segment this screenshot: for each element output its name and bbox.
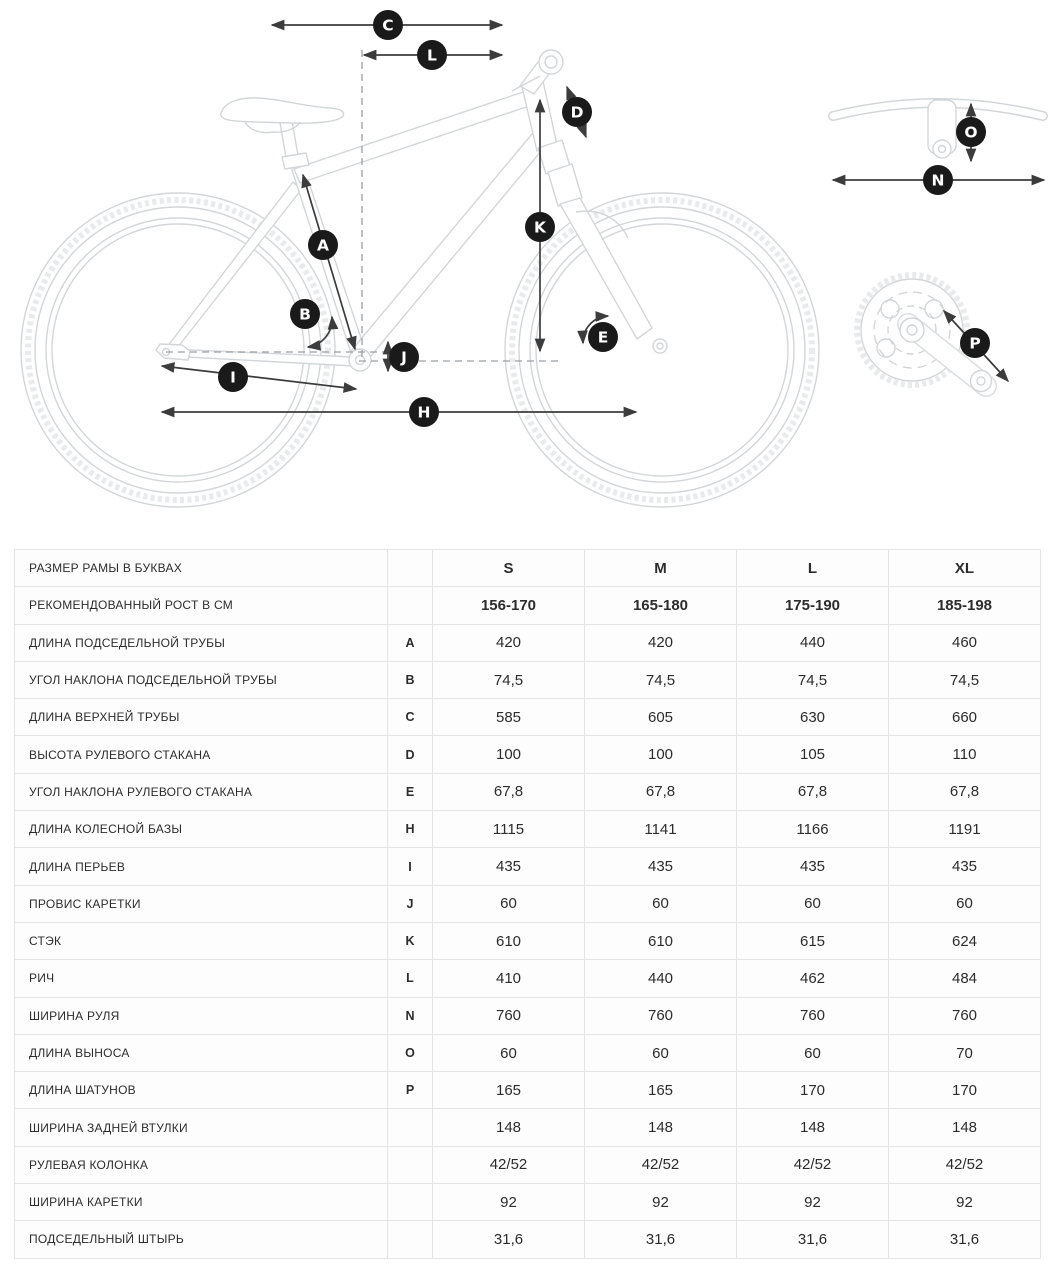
dim-letter-d: D bbox=[570, 103, 584, 122]
handlebar-detail bbox=[833, 100, 1043, 158]
row-value-xl: 74,5 bbox=[889, 661, 1041, 698]
table-row bbox=[15, 1034, 1041, 1071]
row-value-m: 60 bbox=[585, 1034, 737, 1071]
row-value-m: 31,6 bbox=[585, 1221, 737, 1258]
saddle bbox=[221, 98, 344, 123]
row-value-l: 60 bbox=[737, 1034, 889, 1071]
dim-letter-c: C bbox=[382, 16, 394, 35]
table-row bbox=[15, 1221, 1041, 1258]
row-value-l: 31,6 bbox=[737, 1221, 889, 1258]
dim-letter-a: A bbox=[317, 236, 329, 255]
handlebar-grip bbox=[539, 50, 563, 74]
row-value-m: 610 bbox=[585, 922, 737, 959]
table-row bbox=[15, 848, 1041, 885]
row-letter: E bbox=[388, 773, 433, 810]
row-value-m: 60 bbox=[585, 885, 737, 922]
row-value-xl: 31,6 bbox=[889, 1221, 1041, 1258]
row-value-xl: 1191 bbox=[889, 811, 1041, 848]
table-row bbox=[15, 1109, 1041, 1146]
row-value-xl: 67,8 bbox=[889, 773, 1041, 810]
crank-bolt bbox=[900, 318, 924, 342]
spec-table-body bbox=[15, 550, 1041, 1259]
row-letter bbox=[388, 550, 433, 587]
dim-letter-p: P bbox=[969, 334, 981, 353]
row-value-s: 435 bbox=[433, 848, 585, 885]
row-value-l: 105 bbox=[737, 736, 889, 773]
row-letter: B bbox=[388, 661, 433, 698]
row-label: УГОЛ НАКЛОНА РУЛЕВОГО СТАКАНА bbox=[15, 773, 388, 810]
row-value-l: 440 bbox=[737, 624, 889, 661]
row-value-xl: 42/52 bbox=[889, 1146, 1041, 1183]
row-value-xl: 760 bbox=[889, 997, 1041, 1034]
bike-geometry-svg bbox=[0, 0, 1061, 545]
table-row bbox=[15, 997, 1041, 1034]
stem-bolt bbox=[933, 140, 951, 158]
row-value-s: 1115 bbox=[433, 811, 585, 848]
row-value-xl: 624 bbox=[889, 922, 1041, 959]
row-letter bbox=[388, 1109, 433, 1146]
row-label: ПОДСЕДЕЛЬНЫЙ ШТЫРЬ bbox=[15, 1221, 388, 1258]
row-value-l: 92 bbox=[737, 1184, 889, 1221]
row-label: ДЛИНА ВЫНОСА bbox=[15, 1034, 388, 1071]
dim-letter-e: E bbox=[597, 328, 609, 347]
table-row bbox=[15, 960, 1041, 997]
row-value-s: 92 bbox=[433, 1184, 585, 1221]
row-label: РЕКОМЕНДОВАННЫЙ РОСТ В СМ bbox=[15, 587, 388, 624]
row-value-xl: 484 bbox=[889, 960, 1041, 997]
row-letter bbox=[388, 1221, 433, 1258]
top-tube bbox=[294, 90, 535, 183]
row-value-xl: 92 bbox=[889, 1184, 1041, 1221]
row-letter: H bbox=[388, 811, 433, 848]
bike-geometry-diagram bbox=[0, 0, 1061, 545]
pedal-hole bbox=[971, 371, 992, 392]
row-label: РИЧ bbox=[15, 960, 388, 997]
row-label: ШИРИНА КАРЕТКИ bbox=[15, 1184, 388, 1221]
row-value-m: 74,5 bbox=[585, 661, 737, 698]
row-letter: D bbox=[388, 736, 433, 773]
row-value-s: 156-170 bbox=[433, 587, 585, 624]
dim-marker-h bbox=[409, 397, 439, 427]
row-letter: A bbox=[388, 624, 433, 661]
row-value-m: 440 bbox=[585, 960, 737, 997]
dim-marker-a bbox=[308, 230, 338, 260]
geometry-table bbox=[14, 549, 1041, 1259]
table-row bbox=[15, 624, 1041, 661]
row-value-s: 60 bbox=[433, 1034, 585, 1071]
dim-marker-n bbox=[923, 165, 953, 195]
dim-marker-e bbox=[588, 322, 618, 352]
row-label: ДЛИНА ПЕРЬЕВ bbox=[15, 848, 388, 885]
row-value-l: 630 bbox=[737, 699, 889, 736]
dim-letter-n: N bbox=[931, 171, 945, 190]
table-row bbox=[15, 773, 1041, 810]
row-value-m: M bbox=[585, 550, 737, 587]
row-value-s: 420 bbox=[433, 624, 585, 661]
row-value-m: 42/52 bbox=[585, 1146, 737, 1183]
row-value-m: 605 bbox=[585, 699, 737, 736]
row-value-l: L bbox=[737, 550, 889, 587]
row-value-s: 67,8 bbox=[433, 773, 585, 810]
row-letter bbox=[388, 1146, 433, 1183]
table-row bbox=[15, 587, 1041, 624]
dim-letter-j: J bbox=[401, 348, 407, 367]
row-value-s: 585 bbox=[433, 699, 585, 736]
dim-marker-o bbox=[956, 117, 986, 147]
table-row bbox=[15, 811, 1041, 848]
dim-letter-b: B bbox=[299, 305, 311, 324]
row-value-m: 760 bbox=[585, 997, 737, 1034]
row-value-l: 462 bbox=[737, 960, 889, 997]
table-row bbox=[15, 661, 1041, 698]
row-value-s: 100 bbox=[433, 736, 585, 773]
row-letter: O bbox=[388, 1034, 433, 1071]
row-label: РАЗМЕР РАМЫ В БУКВАХ bbox=[15, 550, 388, 587]
row-value-m: 420 bbox=[585, 624, 737, 661]
row-label: ВЫСОТА РУЛЕВОГО СТАКАНА bbox=[15, 736, 388, 773]
dim-letter-l: L bbox=[427, 46, 437, 65]
dim-marker-l bbox=[417, 40, 447, 70]
row-label: ДЛИНА ШАТУНОВ bbox=[15, 1072, 388, 1109]
row-letter: L bbox=[388, 960, 433, 997]
row-value-l: 760 bbox=[737, 997, 889, 1034]
row-value-xl: 70 bbox=[889, 1034, 1041, 1071]
reference-lines bbox=[166, 50, 560, 361]
row-value-xl: XL bbox=[889, 550, 1041, 587]
table-row bbox=[15, 736, 1041, 773]
row-value-m: 435 bbox=[585, 848, 737, 885]
row-value-l: 42/52 bbox=[737, 1146, 889, 1183]
arrow-i bbox=[162, 366, 356, 389]
row-value-m: 67,8 bbox=[585, 773, 737, 810]
row-value-s: S bbox=[433, 550, 585, 587]
row-value-s: 60 bbox=[433, 885, 585, 922]
row-value-m: 148 bbox=[585, 1109, 737, 1146]
row-letter: N bbox=[388, 997, 433, 1034]
row-value-l: 170 bbox=[737, 1072, 889, 1109]
row-value-l: 67,8 bbox=[737, 773, 889, 810]
row-letter: K bbox=[388, 922, 433, 959]
row-value-s: 410 bbox=[433, 960, 585, 997]
table-row bbox=[15, 1146, 1041, 1183]
row-value-l: 175-190 bbox=[737, 587, 889, 624]
row-value-xl: 110 bbox=[889, 736, 1041, 773]
table-row bbox=[15, 550, 1041, 587]
row-value-xl: 435 bbox=[889, 848, 1041, 885]
row-letter: P bbox=[388, 1072, 433, 1109]
row-letter bbox=[388, 587, 433, 624]
row-value-l: 615 bbox=[737, 922, 889, 959]
row-label: ШИРИНА ЗАДНЕЙ ВТУЛКИ bbox=[15, 1109, 388, 1146]
row-label: ДЛИНА ВЕРХНЕЙ ТРУБЫ bbox=[15, 699, 388, 736]
bike-frame bbox=[156, 50, 563, 371]
row-label: ШИРИНА РУЛЯ bbox=[15, 997, 388, 1034]
row-label: ПРОВИС КАРЕТКИ bbox=[15, 885, 388, 922]
dim-letter-h: H bbox=[417, 403, 431, 422]
row-value-xl: 60 bbox=[889, 885, 1041, 922]
dim-marker-c bbox=[373, 10, 403, 40]
row-value-m: 165-180 bbox=[585, 587, 737, 624]
table-row bbox=[15, 699, 1041, 736]
dim-marker-d bbox=[562, 97, 592, 127]
dim-marker-p bbox=[960, 328, 990, 358]
dim-letter-o: O bbox=[964, 123, 978, 142]
row-label: ДЛИНА ПОДСЕДЕЛЬНОЙ ТРУБЫ bbox=[15, 624, 388, 661]
row-value-s: 74,5 bbox=[433, 661, 585, 698]
row-letter: I bbox=[388, 848, 433, 885]
row-value-m: 100 bbox=[585, 736, 737, 773]
row-value-xl: 185-198 bbox=[889, 587, 1041, 624]
table-row bbox=[15, 885, 1041, 922]
row-value-l: 1166 bbox=[737, 811, 889, 848]
row-value-s: 42/52 bbox=[433, 1146, 585, 1183]
dim-letter-i: I bbox=[230, 368, 236, 387]
table-row bbox=[15, 1184, 1041, 1221]
row-value-s: 31,6 bbox=[433, 1221, 585, 1258]
row-value-l: 74,5 bbox=[737, 661, 889, 698]
row-label: РУЛЕВАЯ КОЛОНКА bbox=[15, 1146, 388, 1183]
dim-marker-j bbox=[389, 342, 419, 372]
table-row bbox=[15, 1072, 1041, 1109]
row-value-m: 165 bbox=[585, 1072, 737, 1109]
row-label: СТЭК bbox=[15, 922, 388, 959]
dim-letter-k: K bbox=[533, 218, 547, 237]
row-label: УГОЛ НАКЛОНА ПОДСЕДЕЛЬНОЙ ТРУБЫ bbox=[15, 661, 388, 698]
row-value-s: 165 bbox=[433, 1072, 585, 1109]
dim-marker-i bbox=[218, 362, 248, 392]
row-value-s: 610 bbox=[433, 922, 585, 959]
row-value-xl: 460 bbox=[889, 624, 1041, 661]
front-dropout bbox=[653, 339, 667, 353]
row-letter: C bbox=[388, 699, 433, 736]
row-value-xl: 660 bbox=[889, 699, 1041, 736]
row-value-l: 148 bbox=[737, 1109, 889, 1146]
dim-marker-k bbox=[525, 212, 555, 242]
down-tube bbox=[351, 134, 547, 363]
row-value-xl: 148 bbox=[889, 1109, 1041, 1146]
table-row bbox=[15, 922, 1041, 959]
dim-marker-b bbox=[290, 299, 320, 329]
row-value-m: 92 bbox=[585, 1184, 737, 1221]
row-letter: J bbox=[388, 885, 433, 922]
row-label: ДЛИНА КОЛЕСНОЙ БАЗЫ bbox=[15, 811, 388, 848]
row-value-m: 1141 bbox=[585, 811, 737, 848]
row-value-s: 760 bbox=[433, 997, 585, 1034]
row-letter bbox=[388, 1184, 433, 1221]
row-value-s: 148 bbox=[433, 1109, 585, 1146]
row-value-xl: 170 bbox=[889, 1072, 1041, 1109]
row-value-l: 435 bbox=[737, 848, 889, 885]
row-value-l: 60 bbox=[737, 885, 889, 922]
